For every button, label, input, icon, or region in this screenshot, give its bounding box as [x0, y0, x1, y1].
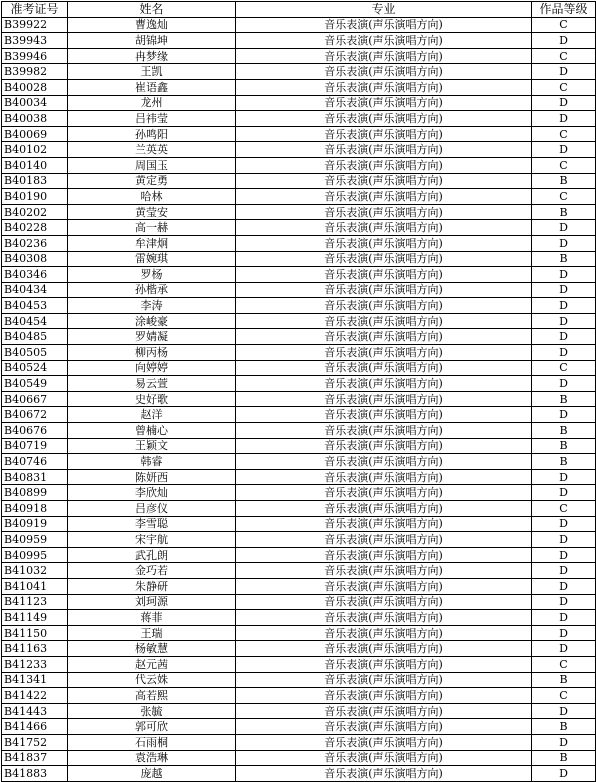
exam-id-cell: B40899	[2, 485, 68, 501]
grade-cell: D	[532, 625, 596, 641]
major-cell: 音乐表演(声乐演唱方向)	[236, 610, 532, 626]
major-cell: 音乐表演(声乐演唱方向)	[236, 376, 532, 392]
table-row	[2, 391, 596, 407]
table-row	[2, 204, 596, 220]
table-row	[2, 656, 596, 672]
exam-id-cell: B40505	[2, 345, 68, 361]
grade-cell: B	[532, 719, 596, 735]
table-row	[2, 469, 596, 485]
grade-cell: D	[532, 329, 596, 345]
grade-cell: D	[532, 407, 596, 423]
exam-id-cell: B41837	[2, 750, 68, 766]
grade-cell: C	[532, 688, 596, 704]
name-cell: 黄定勇	[68, 173, 236, 189]
major-cell: 音乐表演(声乐演唱方向)	[236, 391, 532, 407]
major-cell: 音乐表演(声乐演唱方向)	[236, 734, 532, 750]
major-cell: 音乐表演(声乐演唱方向)	[236, 111, 532, 127]
grade-cell: C	[532, 501, 596, 517]
table-row	[2, 64, 596, 80]
major-cell: 音乐表演(声乐演唱方向)	[236, 563, 532, 579]
exam-id-cell: B40434	[2, 282, 68, 298]
name-cell: 涂峻豪	[68, 313, 236, 329]
exam-id-cell: B40038	[2, 111, 68, 127]
major-cell: 音乐表演(声乐演唱方向)	[236, 235, 532, 251]
name-cell: 高若熙	[68, 688, 236, 704]
grade-cell: D	[532, 610, 596, 626]
table-row	[2, 235, 596, 251]
major-cell: 音乐表演(声乐演唱方向)	[236, 469, 532, 485]
exam-id-cell: B40719	[2, 438, 68, 454]
table-row	[2, 126, 596, 142]
major-cell: 音乐表演(声乐演唱方向)	[236, 750, 532, 766]
major-cell: 音乐表演(声乐演唱方向)	[236, 157, 532, 173]
name-cell: 蒋菲	[68, 610, 236, 626]
grade-cell: C	[532, 157, 596, 173]
major-cell: 音乐表演(声乐演唱方向)	[236, 672, 532, 688]
table-row	[2, 423, 596, 439]
exam-id-cell: B40140	[2, 157, 68, 173]
exam-id-cell: B41341	[2, 672, 68, 688]
major-cell: 音乐表演(声乐演唱方向)	[236, 220, 532, 236]
exam-id-cell: B40069	[2, 126, 68, 142]
exam-id-cell: B40453	[2, 298, 68, 314]
major-cell: 音乐表演(声乐演唱方向)	[236, 48, 532, 64]
grade-cell: D	[532, 594, 596, 610]
grade-cell: C	[532, 189, 596, 205]
exam-id-cell: B40831	[2, 469, 68, 485]
major-cell: 音乐表演(声乐演唱方向)	[236, 766, 532, 782]
header-name: 姓名	[68, 2, 236, 18]
name-cell: 曹逸灿	[68, 17, 236, 33]
grade-cell: D	[532, 142, 596, 158]
grade-cell: D	[532, 313, 596, 329]
table-body	[2, 17, 596, 781]
header-row	[2, 2, 596, 18]
major-cell: 音乐表演(声乐演唱方向)	[236, 345, 532, 361]
major-cell: 音乐表演(声乐演唱方向)	[236, 360, 532, 376]
exam-id-cell: B41032	[2, 563, 68, 579]
major-cell: 音乐表演(声乐演唱方向)	[236, 329, 532, 345]
exam-id-cell: B40190	[2, 189, 68, 205]
table-row	[2, 313, 596, 329]
major-cell: 音乐表演(声乐演唱方向)	[236, 656, 532, 672]
name-cell: 赵洋	[68, 407, 236, 423]
grade-cell: D	[532, 578, 596, 594]
grade-cell: D	[532, 345, 596, 361]
exam-id-cell: B41150	[2, 625, 68, 641]
table-row	[2, 345, 596, 361]
major-cell: 音乐表演(声乐演唱方向)	[236, 267, 532, 283]
grade-cell: B	[532, 672, 596, 688]
major-cell: 音乐表演(声乐演唱方向)	[236, 688, 532, 704]
exam-id-cell: B41443	[2, 703, 68, 719]
exam-id-cell: B40919	[2, 516, 68, 532]
major-cell: 音乐表演(声乐演唱方向)	[236, 189, 532, 205]
exam-id-cell: B41149	[2, 610, 68, 626]
major-cell: 音乐表演(声乐演唱方向)	[236, 282, 532, 298]
grade-cell: B	[532, 204, 596, 220]
name-cell: 罗杨	[68, 267, 236, 283]
major-cell: 音乐表演(声乐演唱方向)	[236, 641, 532, 657]
grade-cell: B	[532, 391, 596, 407]
name-cell: 王颖文	[68, 438, 236, 454]
grade-cell: D	[532, 235, 596, 251]
major-cell: 音乐表演(声乐演唱方向)	[236, 407, 532, 423]
exam-id-cell: B40102	[2, 142, 68, 158]
name-cell: 李欣灿	[68, 485, 236, 501]
table-row	[2, 641, 596, 657]
exam-id-cell: B40346	[2, 267, 68, 283]
header-grade: 作品等级	[532, 2, 596, 18]
table-row	[2, 33, 596, 49]
exam-id-cell: B40028	[2, 79, 68, 95]
name-cell: 韩睿	[68, 454, 236, 470]
grade-cell: D	[532, 95, 596, 111]
table-row	[2, 454, 596, 470]
exam-id-cell: B40676	[2, 423, 68, 439]
table-row	[2, 79, 596, 95]
grade-cell: D	[532, 469, 596, 485]
exam-id-cell: B40183	[2, 173, 68, 189]
major-cell: 音乐表演(声乐演唱方向)	[236, 33, 532, 49]
name-cell: 罗婧凝	[68, 329, 236, 345]
exam-id-cell: B39982	[2, 64, 68, 80]
table-row	[2, 766, 596, 782]
name-cell: 王凯	[68, 64, 236, 80]
name-cell: 吕彦仪	[68, 501, 236, 517]
major-cell: 音乐表演(声乐演唱方向)	[236, 485, 532, 501]
grade-cell: C	[532, 656, 596, 672]
table-row	[2, 298, 596, 314]
name-cell: 崔语鑫	[68, 79, 236, 95]
major-cell: 音乐表演(声乐演唱方向)	[236, 578, 532, 594]
exam-id-cell: B39946	[2, 48, 68, 64]
exam-id-cell: B41422	[2, 688, 68, 704]
table-row	[2, 360, 596, 376]
exam-id-cell: B41883	[2, 766, 68, 782]
exam-id-cell: B39943	[2, 33, 68, 49]
exam-id-cell: B40746	[2, 454, 68, 470]
major-cell: 音乐表演(声乐演唱方向)	[236, 142, 532, 158]
name-cell: 高一赫	[68, 220, 236, 236]
major-cell: 音乐表演(声乐演唱方向)	[236, 438, 532, 454]
major-cell: 音乐表演(声乐演唱方向)	[236, 547, 532, 563]
results-table	[1, 1, 596, 782]
table-row	[2, 672, 596, 688]
grade-cell: B	[532, 423, 596, 439]
name-cell: 宋宇航	[68, 532, 236, 548]
table-row	[2, 719, 596, 735]
table-row	[2, 610, 596, 626]
grade-cell: D	[532, 766, 596, 782]
table-row	[2, 688, 596, 704]
table-row	[2, 157, 596, 173]
exam-id-cell: B40672	[2, 407, 68, 423]
grade-cell: D	[532, 267, 596, 283]
major-cell: 音乐表演(声乐演唱方向)	[236, 594, 532, 610]
grade-cell: D	[532, 485, 596, 501]
major-cell: 音乐表演(声乐演唱方向)	[236, 501, 532, 517]
exam-id-cell: B39922	[2, 17, 68, 33]
major-cell: 音乐表演(声乐演唱方向)	[236, 173, 532, 189]
exam-id-cell: B40959	[2, 532, 68, 548]
exam-id-cell: B40995	[2, 547, 68, 563]
grade-cell: D	[532, 563, 596, 579]
name-cell: 李涛	[68, 298, 236, 314]
name-cell: 吕祎莹	[68, 111, 236, 127]
grade-cell: D	[532, 547, 596, 563]
major-cell: 音乐表演(声乐演唱方向)	[236, 204, 532, 220]
name-cell: 兰英英	[68, 142, 236, 158]
table-row	[2, 485, 596, 501]
name-cell: 武孔朗	[68, 547, 236, 563]
major-cell: 音乐表演(声乐演唱方向)	[236, 703, 532, 719]
name-cell: 胡锦坤	[68, 33, 236, 49]
name-cell: 张毓	[68, 703, 236, 719]
exam-id-cell: B40228	[2, 220, 68, 236]
major-cell: 音乐表演(声乐演唱方向)	[236, 454, 532, 470]
exam-id-cell: B40202	[2, 204, 68, 220]
exam-id-cell: B40667	[2, 391, 68, 407]
exam-id-cell: B40034	[2, 95, 68, 111]
name-cell: 向婷婷	[68, 360, 236, 376]
major-cell: 音乐表演(声乐演唱方向)	[236, 95, 532, 111]
exam-id-cell: B40454	[2, 313, 68, 329]
table-row	[2, 578, 596, 594]
exam-id-cell: B41163	[2, 641, 68, 657]
grade-cell: C	[532, 79, 596, 95]
header-exam-id: 准考证号	[2, 2, 68, 18]
exam-id-cell: B40524	[2, 360, 68, 376]
table-row	[2, 142, 596, 158]
name-cell: 孙楷承	[68, 282, 236, 298]
grade-cell: D	[532, 516, 596, 532]
grade-cell: D	[532, 376, 596, 392]
table-row	[2, 563, 596, 579]
table-row	[2, 189, 596, 205]
name-cell: 刘珂源	[68, 594, 236, 610]
major-cell: 音乐表演(声乐演唱方向)	[236, 625, 532, 641]
table-row	[2, 532, 596, 548]
grade-cell: D	[532, 703, 596, 719]
table-row	[2, 48, 596, 64]
major-cell: 音乐表演(声乐演唱方向)	[236, 126, 532, 142]
name-cell: 牟津炯	[68, 235, 236, 251]
grade-cell: C	[532, 48, 596, 64]
table-row	[2, 703, 596, 719]
exam-id-cell: B40236	[2, 235, 68, 251]
name-cell: 石雨桐	[68, 734, 236, 750]
table-row	[2, 329, 596, 345]
name-cell: 王瑞	[68, 625, 236, 641]
grade-cell: D	[532, 33, 596, 49]
name-cell: 郭可欣	[68, 719, 236, 735]
table-row	[2, 750, 596, 766]
exam-id-cell: B41041	[2, 578, 68, 594]
exam-id-cell: B40918	[2, 501, 68, 517]
grade-cell: D	[532, 111, 596, 127]
grade-cell: B	[532, 454, 596, 470]
grade-cell: D	[532, 734, 596, 750]
table-row	[2, 407, 596, 423]
name-cell: 龙州	[68, 95, 236, 111]
name-cell: 李雪聪	[68, 516, 236, 532]
name-cell: 曾楠心	[68, 423, 236, 439]
major-cell: 音乐表演(声乐演唱方向)	[236, 719, 532, 735]
exam-id-cell: B41233	[2, 656, 68, 672]
table-row	[2, 376, 596, 392]
table-row	[2, 501, 596, 517]
name-cell: 庞越	[68, 766, 236, 782]
table-row	[2, 516, 596, 532]
table-row	[2, 173, 596, 189]
name-cell: 陈妍西	[68, 469, 236, 485]
table-row	[2, 734, 596, 750]
exam-id-cell: B41466	[2, 719, 68, 735]
grade-cell: D	[532, 282, 596, 298]
grade-cell: C	[532, 17, 596, 33]
major-cell: 音乐表演(声乐演唱方向)	[236, 313, 532, 329]
exam-id-cell: B40549	[2, 376, 68, 392]
major-cell: 音乐表演(声乐演唱方向)	[236, 516, 532, 532]
major-cell: 音乐表演(声乐演唱方向)	[236, 64, 532, 80]
name-cell: 哈林	[68, 189, 236, 205]
table-row	[2, 594, 596, 610]
major-cell: 音乐表演(声乐演唱方向)	[236, 251, 532, 267]
table-row	[2, 111, 596, 127]
name-cell: 柳丙杨	[68, 345, 236, 361]
grade-cell: B	[532, 251, 596, 267]
grade-cell: D	[532, 532, 596, 548]
grade-cell: D	[532, 64, 596, 80]
name-cell: 史好歌	[68, 391, 236, 407]
table-row	[2, 95, 596, 111]
table-row	[2, 251, 596, 267]
table-row	[2, 625, 596, 641]
grade-cell: B	[532, 750, 596, 766]
major-cell: 音乐表演(声乐演唱方向)	[236, 79, 532, 95]
name-cell: 易云萱	[68, 376, 236, 392]
grade-cell: B	[532, 173, 596, 189]
header-major: 专业	[236, 2, 532, 18]
exam-id-cell: B41123	[2, 594, 68, 610]
grade-cell: D	[532, 641, 596, 657]
table-row	[2, 438, 596, 454]
name-cell: 袁浩琳	[68, 750, 236, 766]
exam-id-cell: B41752	[2, 734, 68, 750]
exam-id-cell: B40308	[2, 251, 68, 267]
name-cell: 赵元茜	[68, 656, 236, 672]
major-cell: 音乐表演(声乐演唱方向)	[236, 298, 532, 314]
major-cell: 音乐表演(声乐演唱方向)	[236, 532, 532, 548]
exam-id-cell: B40485	[2, 329, 68, 345]
name-cell: 冉梦缘	[68, 48, 236, 64]
grade-cell: D	[532, 220, 596, 236]
grade-cell: D	[532, 298, 596, 314]
grade-cell: C	[532, 126, 596, 142]
grade-cell: C	[532, 360, 596, 376]
name-cell: 朱静研	[68, 578, 236, 594]
name-cell: 杨敏慧	[68, 641, 236, 657]
major-cell: 音乐表演(声乐演唱方向)	[236, 17, 532, 33]
grade-cell: B	[532, 438, 596, 454]
table-row	[2, 282, 596, 298]
table-row	[2, 547, 596, 563]
table-row	[2, 17, 596, 33]
name-cell: 金巧若	[68, 563, 236, 579]
name-cell: 黄莹安	[68, 204, 236, 220]
name-cell: 雷婉琪	[68, 251, 236, 267]
table-row	[2, 267, 596, 283]
name-cell: 代云姝	[68, 672, 236, 688]
major-cell: 音乐表演(声乐演唱方向)	[236, 423, 532, 439]
name-cell: 孙鸣阳	[68, 126, 236, 142]
table-row	[2, 220, 596, 236]
name-cell: 周国玉	[68, 157, 236, 173]
